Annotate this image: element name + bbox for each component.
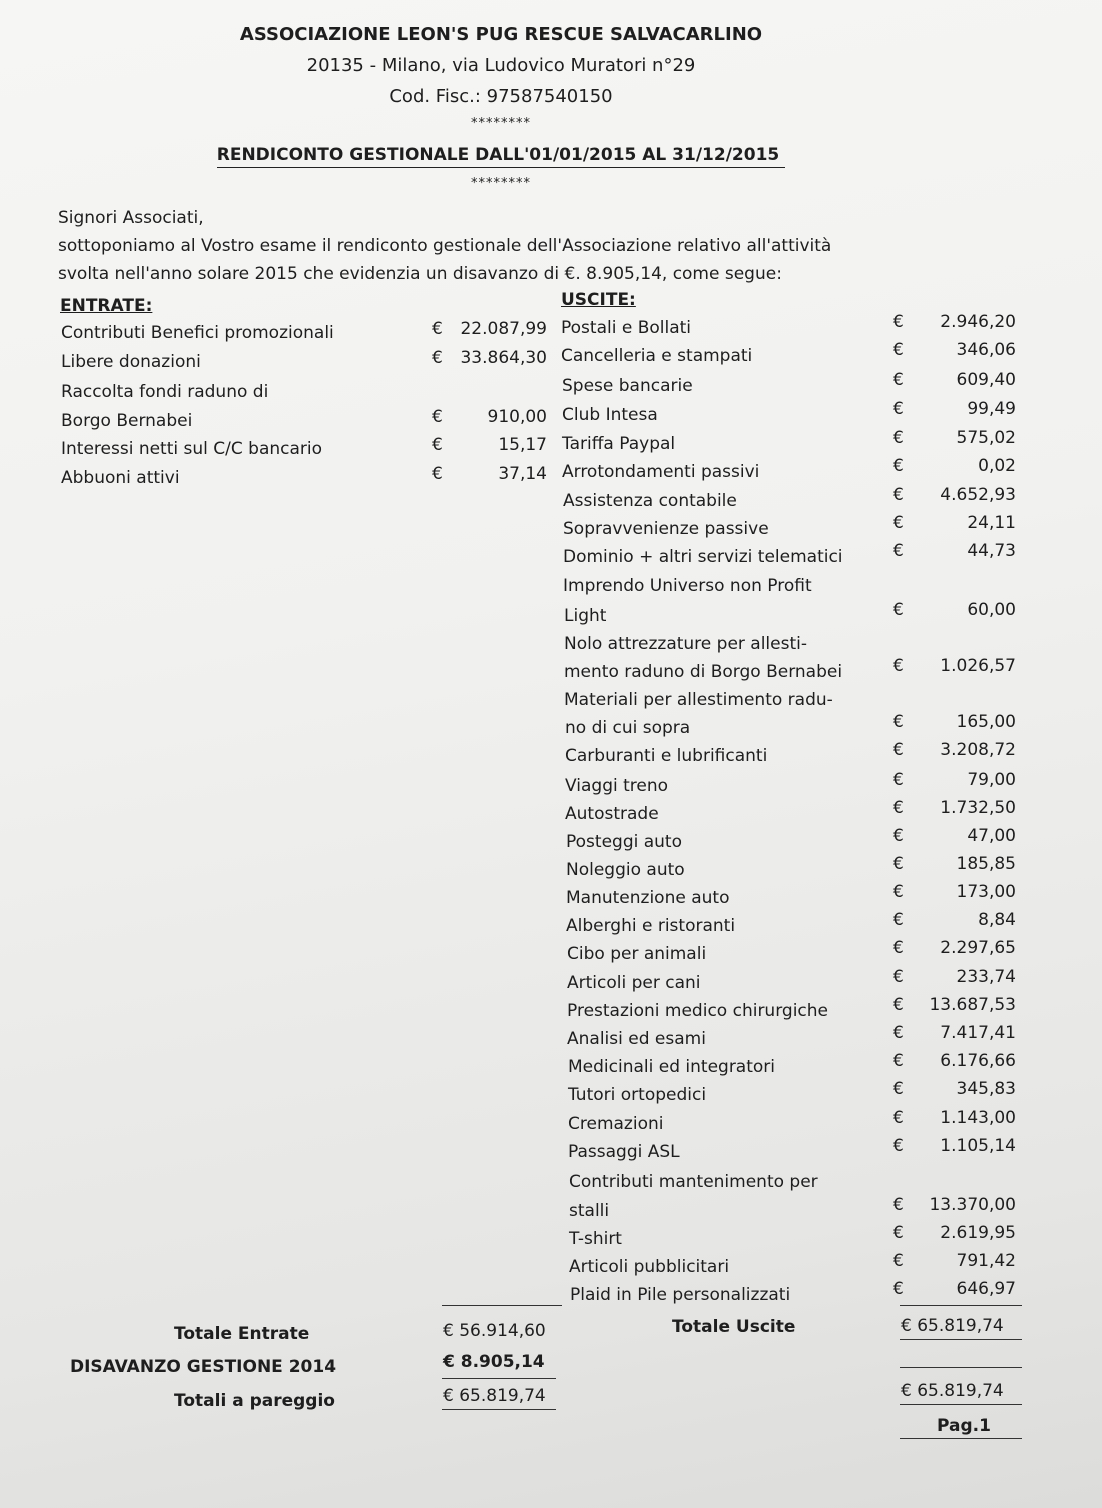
uscita-amount: 13.370,00 [929, 1195, 1016, 1215]
intro-greeting: Signori Associati, [58, 208, 204, 228]
uscita-label: Assistenza contabile [563, 491, 737, 511]
uscita-label: Tutori ortopedici [568, 1085, 707, 1105]
entrata-currency: € [432, 319, 443, 339]
totale-uscite-label: Totale Uscite [672, 1317, 796, 1337]
uscita-label: Nolo attrezzature per allesti- [564, 634, 807, 654]
uscita-currency: € [893, 798, 904, 818]
uscita-label: Cancelleria e stampati [561, 346, 753, 366]
uscita-amount: 1.143,00 [940, 1108, 1016, 1128]
entrata-amount: 22.087,99 [460, 319, 547, 339]
uscita-label: Articoli per cani [567, 973, 701, 993]
association-address: 20135 - Milano, via Ludovico Muratori n°29 [306, 55, 696, 76]
entrata-label: Abbuoni attivi [61, 468, 180, 488]
entrate-sum-line [442, 1305, 562, 1306]
uscite-blank-line [900, 1367, 1022, 1368]
uscita-amount: 2.946,20 [940, 312, 1016, 332]
entrata-currency: € [432, 348, 443, 368]
uscita-currency: € [893, 967, 904, 987]
uscita-label: Posteggi auto [566, 832, 682, 852]
disavanzo-underline [442, 1378, 556, 1379]
uscita-label: Plaid in Pile personalizzati [570, 1285, 791, 1305]
uscita-amount: 24,11 [967, 513, 1016, 533]
uscita-currency: € [893, 826, 904, 846]
uscita-amount: 8,84 [978, 910, 1016, 930]
uscita-label: Club Intesa [562, 405, 658, 425]
uscita-currency: € [893, 656, 904, 676]
entrata-amount: 37,14 [498, 464, 547, 484]
uscita-currency: € [893, 882, 904, 902]
uscita-label: Articoli pubblicitari [569, 1257, 730, 1277]
uscita-currency: € [893, 1195, 904, 1215]
uscita-label: Analisi ed esami [567, 1029, 706, 1049]
uscita-label: Cremazioni [568, 1114, 664, 1134]
uscita-label: Materiali per allestimento radu- [564, 690, 833, 710]
totale-entrate-label: Totale Entrate [174, 1324, 310, 1344]
totale-entrate-value: € 56.914,60 [443, 1321, 546, 1341]
uscita-currency: € [893, 910, 904, 930]
entrate-title: ENTRATE: [60, 296, 153, 316]
uscita-currency: € [893, 340, 904, 360]
uscita-currency: € [893, 712, 904, 732]
disavanzo-value: € 8.905,14 [443, 1352, 545, 1372]
entrata-currency: € [432, 435, 443, 455]
uscita-amount: 0,02 [978, 456, 1016, 476]
uscita-currency: € [893, 600, 904, 620]
uscita-amount: 44,73 [967, 541, 1016, 561]
totale-uscite-value: € 65.819,74 [901, 1316, 1004, 1336]
uscita-amount: 345,83 [956, 1079, 1016, 1099]
uscite-total-underline [900, 1339, 1022, 1340]
entrata-amount: 33.864,30 [460, 348, 547, 368]
entrata-label: Contributi Benefici promozionali [61, 323, 334, 343]
uscita-label: Spese bancarie [562, 376, 693, 396]
uscita-label: Noleggio auto [566, 860, 685, 880]
uscita-amount: 99,49 [967, 399, 1016, 419]
separator-top: ******** [471, 116, 531, 131]
uscita-currency: € [893, 1023, 904, 1043]
uscita-currency: € [893, 1223, 904, 1243]
uscita-currency: € [893, 1251, 904, 1271]
uscita-label: Light [564, 606, 607, 626]
uscita-label: Imprendo Universo non Profit [563, 576, 812, 596]
uscita-amount: 609,40 [956, 370, 1016, 390]
uscita-amount: 6.176,66 [940, 1051, 1016, 1071]
uscita-label: T-shirt [569, 1229, 622, 1249]
disavanzo-label: DISAVANZO GESTIONE 2014 [70, 1357, 337, 1377]
uscita-amount: 185,85 [956, 854, 1016, 874]
uscita-label: Postali e Bollati [561, 318, 692, 338]
association-name: ASSOCIAZIONE LEON'S PUG RESCUE SALVACARLINO [239, 24, 763, 45]
entrata-amount: 910,00 [487, 407, 547, 427]
uscita-amount: 1.026,57 [940, 656, 1016, 676]
uscita-currency: € [893, 740, 904, 760]
uscita-currency: € [893, 399, 904, 419]
uscite-sum-line [900, 1305, 1022, 1306]
uscita-currency: € [893, 995, 904, 1015]
document-title [0, 145, 1002, 165]
uscita-currency: € [893, 854, 904, 874]
uscita-amount: 47,00 [967, 826, 1016, 846]
uscita-label: Viaggi treno [565, 776, 669, 796]
uscita-currency: € [893, 938, 904, 958]
uscita-label: Tariffa Paypal [562, 434, 676, 454]
uscita-currency: € [893, 370, 904, 390]
uscita-currency: € [893, 312, 904, 332]
uscita-amount: 4.652,93 [940, 485, 1016, 505]
uscita-label: Alberghi e ristoranti [566, 916, 736, 936]
uscita-amount: 60,00 [967, 600, 1016, 620]
intro-line-2: svolta nell'anno solare 2015 che evidenzia un disavanzo di €. 8.905,14, come segue: [58, 264, 782, 284]
pareggio-label: Totali a pareggio [174, 1391, 335, 1411]
entrata-label: Interessi netti sul C/C bancario [61, 439, 323, 459]
uscita-label: mento raduno di Borgo Bernabei [564, 662, 843, 682]
uscita-amount: 3.208,72 [940, 740, 1016, 760]
pareggio-value-uscite: € 65.819,74 [901, 1381, 1004, 1401]
uscita-currency: € [893, 1079, 904, 1099]
document-title-text: RENDICONTO GESTIONALE DALL'01/01/2015 AL 31/12/2015 [217, 145, 785, 168]
uscita-amount: 2.619,95 [940, 1223, 1016, 1243]
uscita-amount: 79,00 [967, 770, 1016, 790]
entrata-label: Borgo Bernabei [61, 411, 193, 431]
uscita-amount: 791,42 [956, 1251, 1016, 1271]
uscita-label: Autostrade [565, 804, 659, 824]
uscita-label: stalli [569, 1201, 610, 1221]
uscite-title: USCITE: [561, 290, 636, 310]
uscita-amount: 646,97 [956, 1279, 1016, 1299]
uscita-label: Cibo per animali [567, 944, 707, 964]
uscita-label: Manutenzione auto [566, 888, 730, 908]
separator-bottom: ******** [471, 176, 531, 191]
uscita-amount: 13.687,53 [929, 995, 1016, 1015]
uscita-currency: € [893, 428, 904, 448]
uscita-amount: 233,74 [956, 967, 1016, 987]
uscita-currency: € [893, 456, 904, 476]
uscita-currency: € [893, 1051, 904, 1071]
uscita-label: Contributi mantenimento per [569, 1172, 818, 1192]
uscita-label: Carburanti e lubrificanti [565, 746, 768, 766]
intro-line-1: sottoponiamo al Vostro esame il rendiconto gestionale dell'Associazione relativo all'attività [58, 236, 832, 256]
uscita-currency: € [893, 541, 904, 561]
uscita-currency: € [893, 1108, 904, 1128]
uscita-currency: € [893, 770, 904, 790]
uscita-label: Dominio + altri servizi telematici [563, 547, 843, 567]
pareggio-uscite-underline [900, 1404, 1022, 1405]
page-number-underline [900, 1438, 1022, 1439]
uscita-amount: 1.105,14 [940, 1136, 1016, 1156]
uscita-amount: 7.417,41 [940, 1023, 1016, 1043]
entrata-currency: € [432, 407, 443, 427]
uscita-amount: 1.732,50 [940, 798, 1016, 818]
uscita-label: Prestazioni medico chirurgiche [567, 1001, 828, 1021]
pareggio-entrate-underline [442, 1409, 556, 1410]
entrata-label: Libere donazioni [61, 352, 201, 372]
uscita-amount: 346,06 [956, 340, 1016, 360]
uscita-currency: € [893, 513, 904, 533]
fiscal-code: Cod. Fisc.: 97587540150 [389, 86, 613, 107]
entrata-label: Raccolta fondi raduno di [61, 382, 269, 402]
uscita-label: Medicinali ed integratori [568, 1057, 776, 1077]
entrata-currency: € [432, 464, 443, 484]
uscita-amount: 173,00 [956, 882, 1016, 902]
uscita-label: no di cui sopra [565, 718, 691, 738]
uscita-label: Arrotondamenti passivi [562, 462, 760, 482]
uscita-amount: 165,00 [956, 712, 1016, 732]
entrata-amount: 15,17 [498, 435, 547, 455]
uscita-label: Passaggi ASL [568, 1142, 680, 1162]
uscita-currency: € [893, 1279, 904, 1299]
uscita-currency: € [893, 1136, 904, 1156]
uscita-amount: 2.297,65 [940, 938, 1016, 958]
uscita-amount: 575,02 [956, 428, 1016, 448]
uscita-currency: € [893, 485, 904, 505]
pareggio-value-entrate: € 65.819,74 [443, 1386, 546, 1406]
uscita-label: Sopravvenienze passive [563, 519, 769, 539]
page-number: Pag.1 [937, 1416, 991, 1436]
